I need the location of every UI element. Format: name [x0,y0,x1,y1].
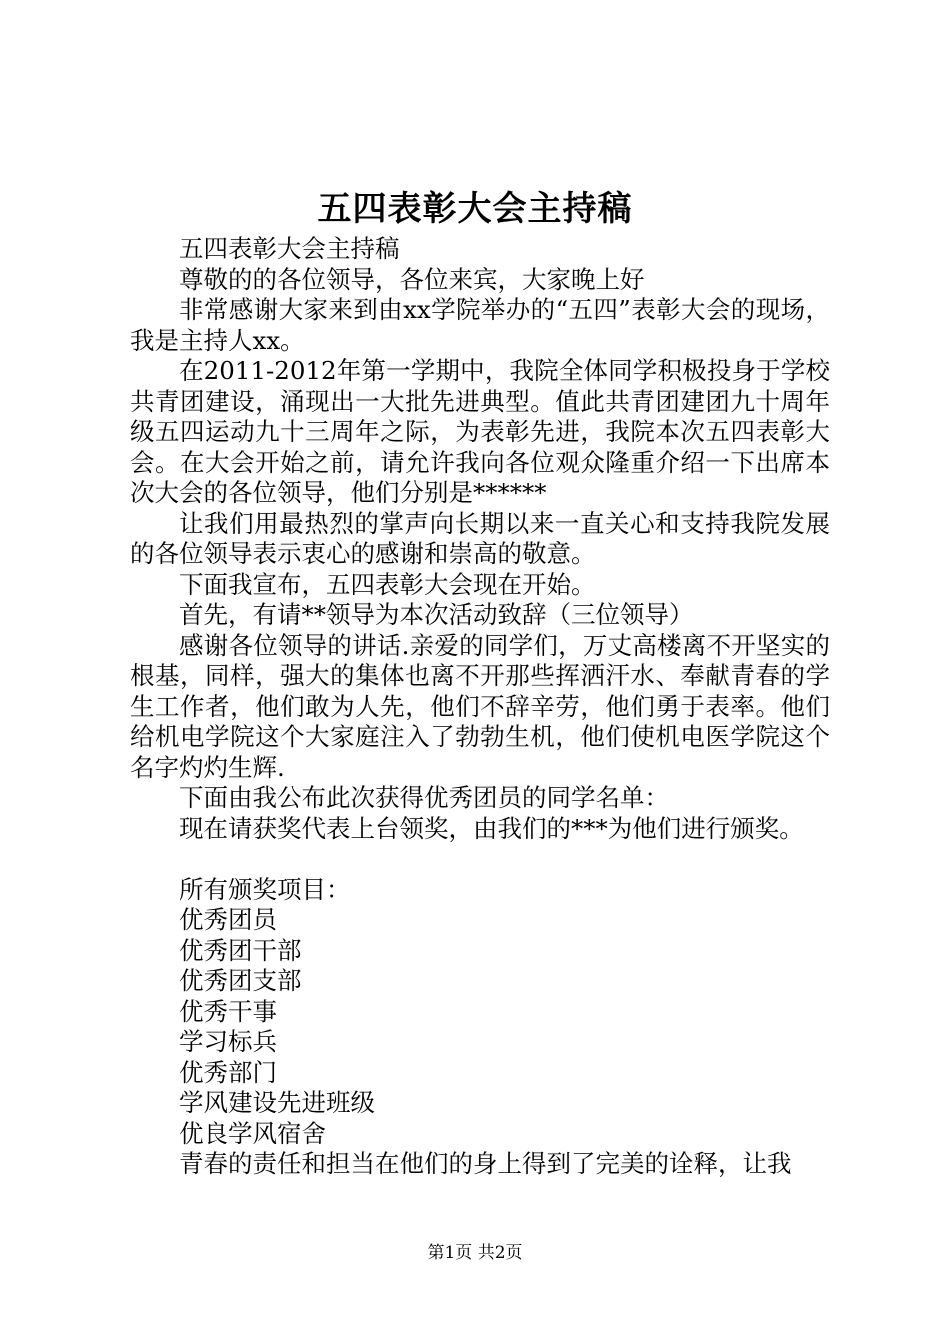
paragraph: 首先，有请**领导为本次活动致辞（三位领导） [179,600,694,629]
paragraph: 现在请获奖代表上台领奖，由我们的***为他们进行颁奖。 [179,813,804,843]
document-body [130,234,830,1180]
awards-heading: 所有颁奖项目： [179,874,351,904]
award-item: 优秀团干部 [179,935,302,965]
paragraph: 五四表彰大会主持稿 [179,234,400,263]
paragraph: 尊敬的的各位领导，各位来宾，大家晚上好 [179,264,645,294]
paragraph: 青春的责任和担当在他们的身上得到了完美的诠释，让我 [179,1149,792,1178]
award-item: 优秀团支部 [179,966,302,995]
paragraph: 在2011-2012年第一学期中，我院全体同学积极投身于学校共青团建设，涌现出一大批先进典型。值此共青团建团九十周年级五四运动九十三周年之际，为表彰先进，我院本次五四表彰大会。在大会开始之前，请允许我向各位观众隆重介绍一下出席本次大会的各位领导，他们分别是****** [130,356,830,507]
paragraph: 让我们用最热烈的掌声向长期以来一直关心和支持我院发展的各位领导表示衷心的感谢和崇高的敬意。 [130,508,830,568]
award-item: 优秀团员 [179,905,277,934]
paragraph: 感谢各位领导的讲话.亲爱的同学们，万丈高楼离不开坚实的根基，同样，强大的集体也离不开那些挥洒汗水、奉献青春的学生工作者，他们敢为人先，他们不辞辛劳，他们勇于表率。他们给机电学院这个大家庭注入了勃勃生机，他们使机电医学院这个名字灼灼生辉. [130,630,830,782]
award-item: 优秀干事 [179,996,277,1026]
page-indicator: 第1页 共2页 [427,1243,523,1263]
document-title: 五四表彰大会主持稿 [317,189,633,229]
award-item: 优秀部门 [179,1057,277,1087]
blank-line [130,844,830,875]
paragraph: 下面我宣布，五四表彰大会现在开始。 [179,569,596,599]
paragraph: 非常感谢大家来到由xx学院举办的“五四”表彰大会的现场，我是主持人xx。 [130,295,830,355]
award-item: 学风建设先进班级 [179,1088,375,1117]
award-item: 学习标兵 [179,1027,277,1056]
paragraph: 下面由我公布此次获得优秀团员的同学名单： [179,783,669,812]
award-item: 优良学风宿舍 [179,1118,326,1148]
